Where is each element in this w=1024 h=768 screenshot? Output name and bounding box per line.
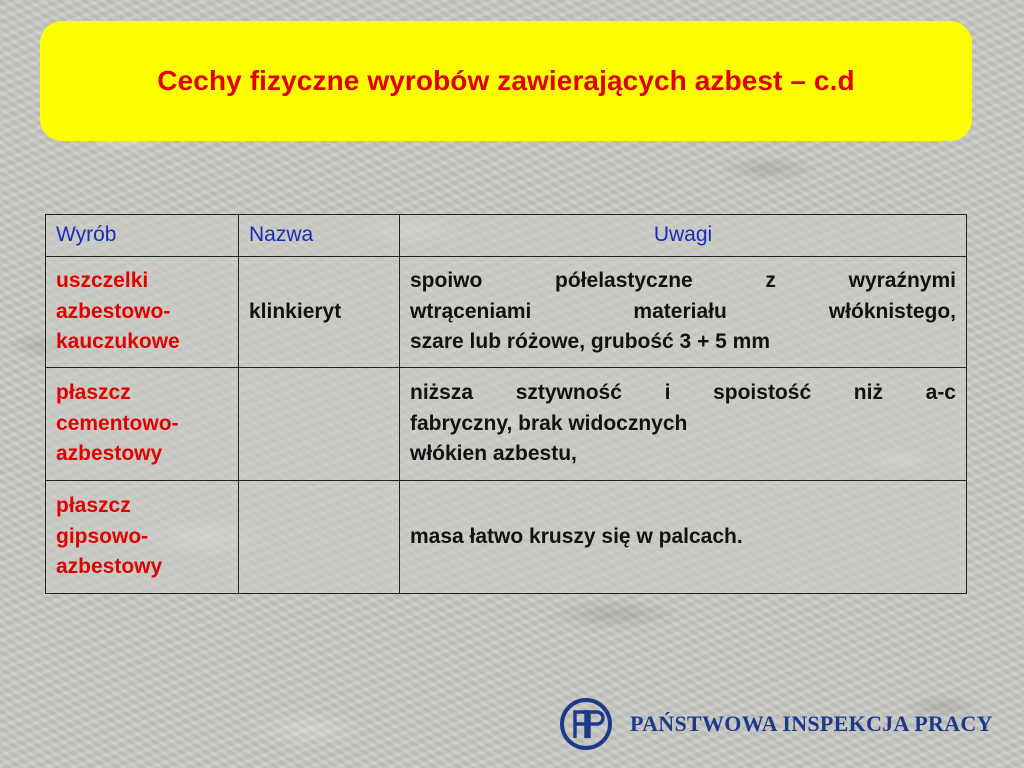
table-row [46,368,967,481]
asbestos-products-table [45,214,967,594]
product-line: uszczelki [56,269,149,293]
remarks-line: włókien azbestu, [410,442,577,466]
name-cell [239,368,400,481]
remarks-line: szare lub różowe, grubość 3 + 5 mm [410,330,771,354]
product-line: gipsowo- [56,524,149,548]
product-line: azbestowo- [56,299,171,323]
name-cell [239,481,400,594]
product-line: cementowo- [56,411,179,435]
title-banner [40,21,972,141]
column-header-wyrob: Wyrób [46,215,239,257]
remarks-cell [400,368,967,481]
slide-title: Cechy fizyczne wyrobów zawierających azbest – c.d [157,65,855,96]
remarks-cell [400,257,967,368]
table-row [46,257,967,368]
product-line: azbestowy [56,555,163,579]
name-cell: klinkieryt [239,257,400,368]
product-line: azbestowy [56,442,163,466]
column-header-nazwa: Nazwa [239,215,400,257]
remarks-line: niższa sztywność i spoistość niż a-c [410,381,956,405]
remarks-line: masa łatwo kruszy się w palcach. [410,524,743,548]
product-cell [46,368,239,481]
organization-name: PAŃSTWOWA INSPEKCJA PRACY [630,711,993,736]
column-header-uwagi: Uwagi [400,215,967,257]
remarks-cell [400,481,967,594]
remarks-line: spoiwo półelastyczne z wyraźnymi [410,269,956,293]
remarks-line: fabryczny, brak widocznych [410,411,688,435]
table-row [46,481,967,594]
product-line: płaszcz [56,381,131,405]
product-line: płaszcz [56,494,131,518]
product-cell [46,257,239,368]
pip-emblem-icon [560,698,612,750]
footer-logo [560,698,993,750]
product-line: kauczukowe [56,330,180,354]
table-header-row [46,215,967,257]
remarks-line: wtrąceniami materiału włóknistego, [410,299,956,323]
product-cell [46,481,239,594]
